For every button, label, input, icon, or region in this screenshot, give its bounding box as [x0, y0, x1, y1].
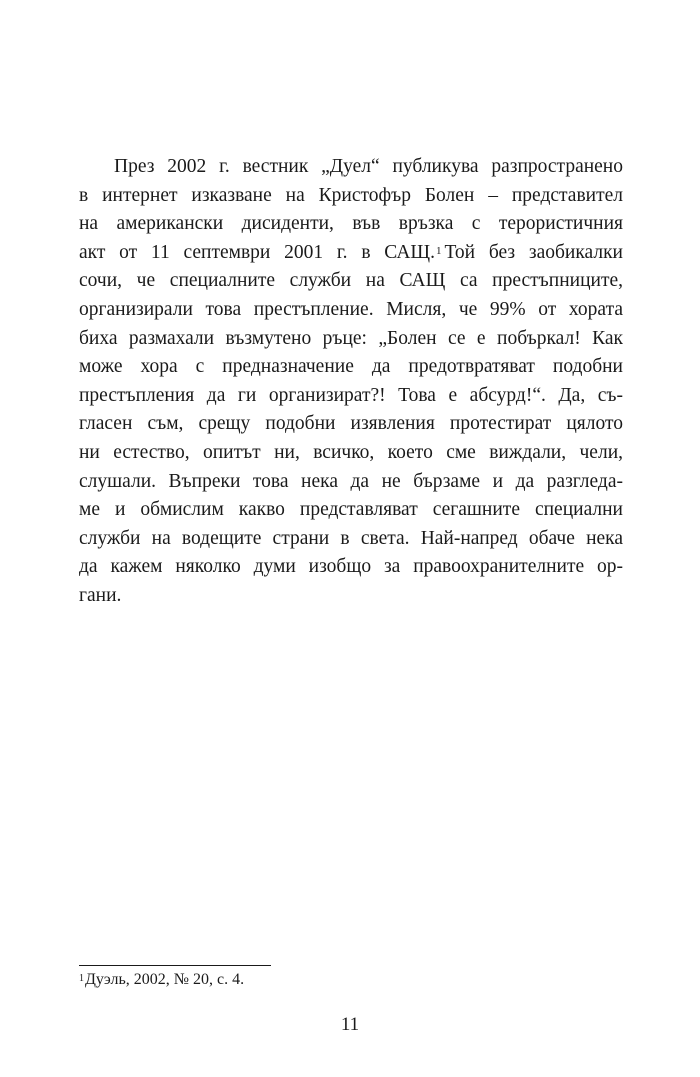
main-paragraph — [79, 153, 623, 611]
text-line: служби на водещите страни в света. Най-напред обаче нека — [79, 527, 623, 549]
text-line-with-footnote — [79, 239, 623, 268]
text-segment: Той без заобикалки — [444, 241, 623, 263]
text-line: слушали. Въпреки това нека да не бързаме и да разгледа- — [79, 470, 623, 492]
text-line: престъпления да ги организират?! Това е абсурд!“. Да, съ- — [79, 384, 623, 406]
text-line: сочи, че специалните служби на САЩ са престъпниците, — [79, 270, 623, 292]
footnote-separator — [79, 965, 271, 966]
text-line: биха размахали възмутено ръце: „Болен се е побъркал! Как — [79, 327, 623, 349]
text-line: в интернет изказване на Кристофър Болен – представител — [79, 184, 623, 206]
text-segment: акт от 11 септември 2001 г. в САЩ. — [79, 241, 435, 263]
text-line: организирали това престъпление. Мисля, че 99% от хората — [79, 298, 623, 320]
text-line: на американски дисиденти, във връзка с терористичния — [79, 213, 623, 235]
text-line: гани. — [79, 584, 122, 606]
text-line: гласен съм, срещу подобни изявления протестират цялото — [79, 413, 623, 435]
text-line: ме и обмислим какво представляват сегашните специални — [79, 499, 623, 521]
text-line: През 2002 г. вестник „Дуел“ публикува разпространено — [114, 156, 623, 177]
footnote-marker: 1 — [79, 973, 84, 984]
text-line: да кажем няколко думи изобщо за правоохранителните ор- — [79, 556, 623, 578]
footnote-reference[interactable]: 1 — [435, 244, 442, 257]
text-line: ни естество, опитът ни, всичко, което сме виждали, чели, — [79, 441, 623, 463]
page-number: 11 — [340, 1014, 360, 1035]
text-line: може хора с предназначение да предотвратяват подобни — [79, 356, 623, 378]
footnote — [79, 970, 244, 990]
footnote-text: Дуэль, 2002, № 20, с. 4. — [85, 971, 245, 988]
